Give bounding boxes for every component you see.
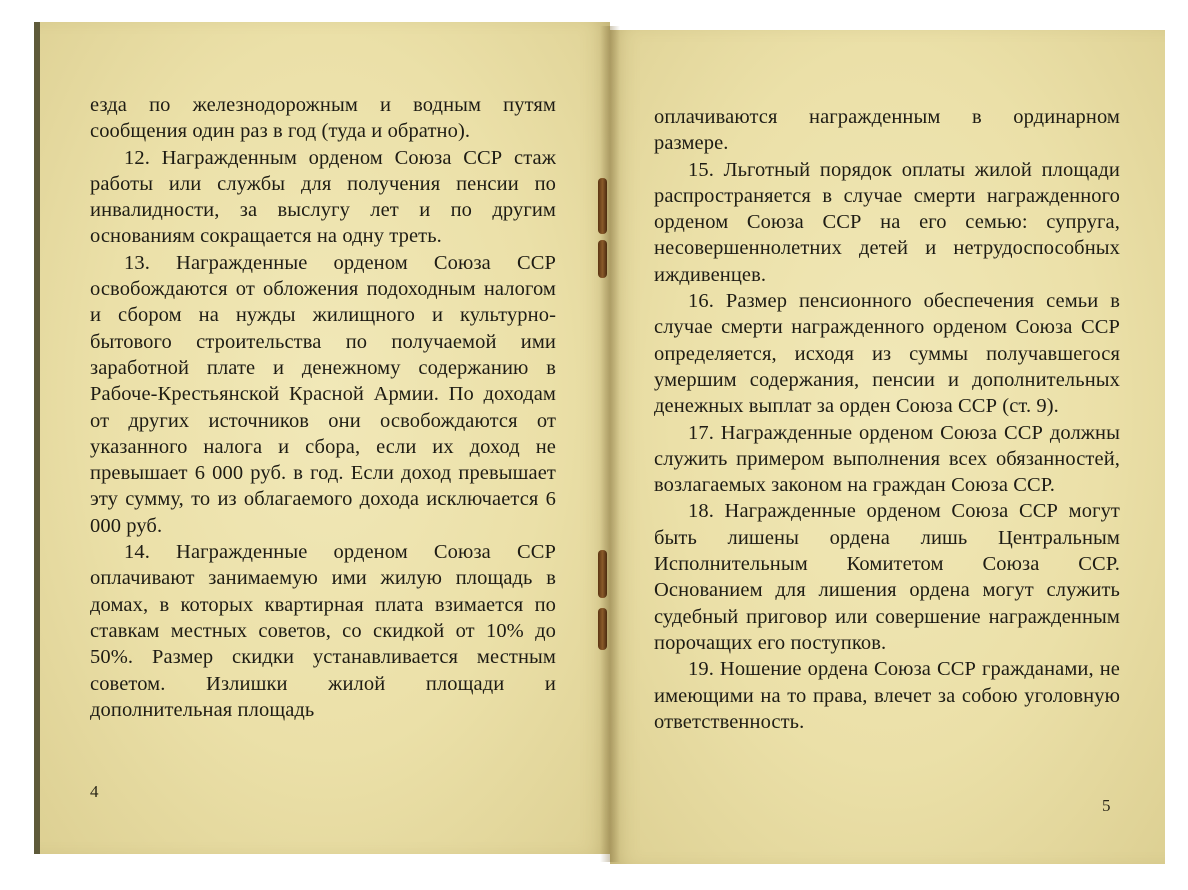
right-paragraph-6: 19. Ношение ордена Союза ССР гражданами, не имеющими на то права, влечет за собою уголовную ответственность. [654, 658, 1120, 733]
staple-lower-a [598, 550, 607, 598]
left-page-text [90, 92, 556, 723]
right-page-text [654, 104, 1120, 735]
right-paragraph-1: оплачиваются награжденным в ординарном размере. [654, 106, 1120, 155]
staple-lower-b [598, 608, 607, 650]
left-page-number: 4 [90, 782, 99, 801]
right-paragraph-2: 15. Льготный порядок оплаты жилой площади распространяется в случае смерти награжденного орденом Союза ССР на его семью: супруга, несовершеннолетних детей и нетрудоспособных иждивенцев. [654, 158, 1120, 286]
left-paragraph-1: езда по железнодорожным и водным путям сообщения один раз в год (туда и обратно). [90, 94, 556, 143]
left-paragraph-3: 13. Награжденные орденом Союза ССР освобождаются от обложения подоходным налогом и сбором на нужды жилищного и культурно-бытового строительства по получаемой ими заработной плате и денежному содержанию в Рабоче-Крестьянской Красной Армии. По доходам от других источников они освобождаются от указанного налога и сбора, если их доход не превышает 6 000 руб. в год. Если доход превышает эту сумму, то из облагаемого дохода исключается 6 000 руб. [90, 251, 556, 537]
right-page-number: 5 [1102, 796, 1111, 815]
left-page [34, 22, 610, 854]
left-paragraph-2: 12. Награжденным орденом Союза ССР стаж работы или службы для получения пенсии по инвалидности, за выслугу лет и по другим основаниям сокращается на одну треть. [90, 146, 556, 248]
staple-upper-b [598, 240, 607, 278]
left-paragraph-4: 14. Награжденные орденом Союза ССР оплачивают занимаемую ими жилую площадь в домах, в которых квартирная плата взимается по ставкам местных советов, со скидкой от 10% до 50%. Размер скидки устанавливается местным советом. Излишки жилой площади и дополнительная площадь [90, 541, 556, 721]
right-paragraph-5: 18. Награжденные орденом Союза ССР могут быть лишены ордена лишь Центральным Исполнительным Комитетом Союза ССР. Основанием для лишения ордена могут служить судебный приговор или совершение награжденным порочащих его поступков. [654, 500, 1120, 654]
right-paragraph-3: 16. Размер пенсионного обеспечения семьи в случае смерти награжденного орденом Союза ССР определяется, исходя из суммы получавшегося умершим содержания, пенсии и дополнительных денежных выплат за орден Союза ССР (ст. 9). [654, 290, 1120, 418]
staple-upper-a [598, 178, 607, 234]
right-page [610, 30, 1165, 864]
spine-fold [600, 26, 620, 862]
right-paragraph-4: 17. Награжденные орденом Союза ССР должны служить примером выполнения всех обязанностей, возлагаемых законом на граждан Союза ССР. [654, 421, 1120, 497]
